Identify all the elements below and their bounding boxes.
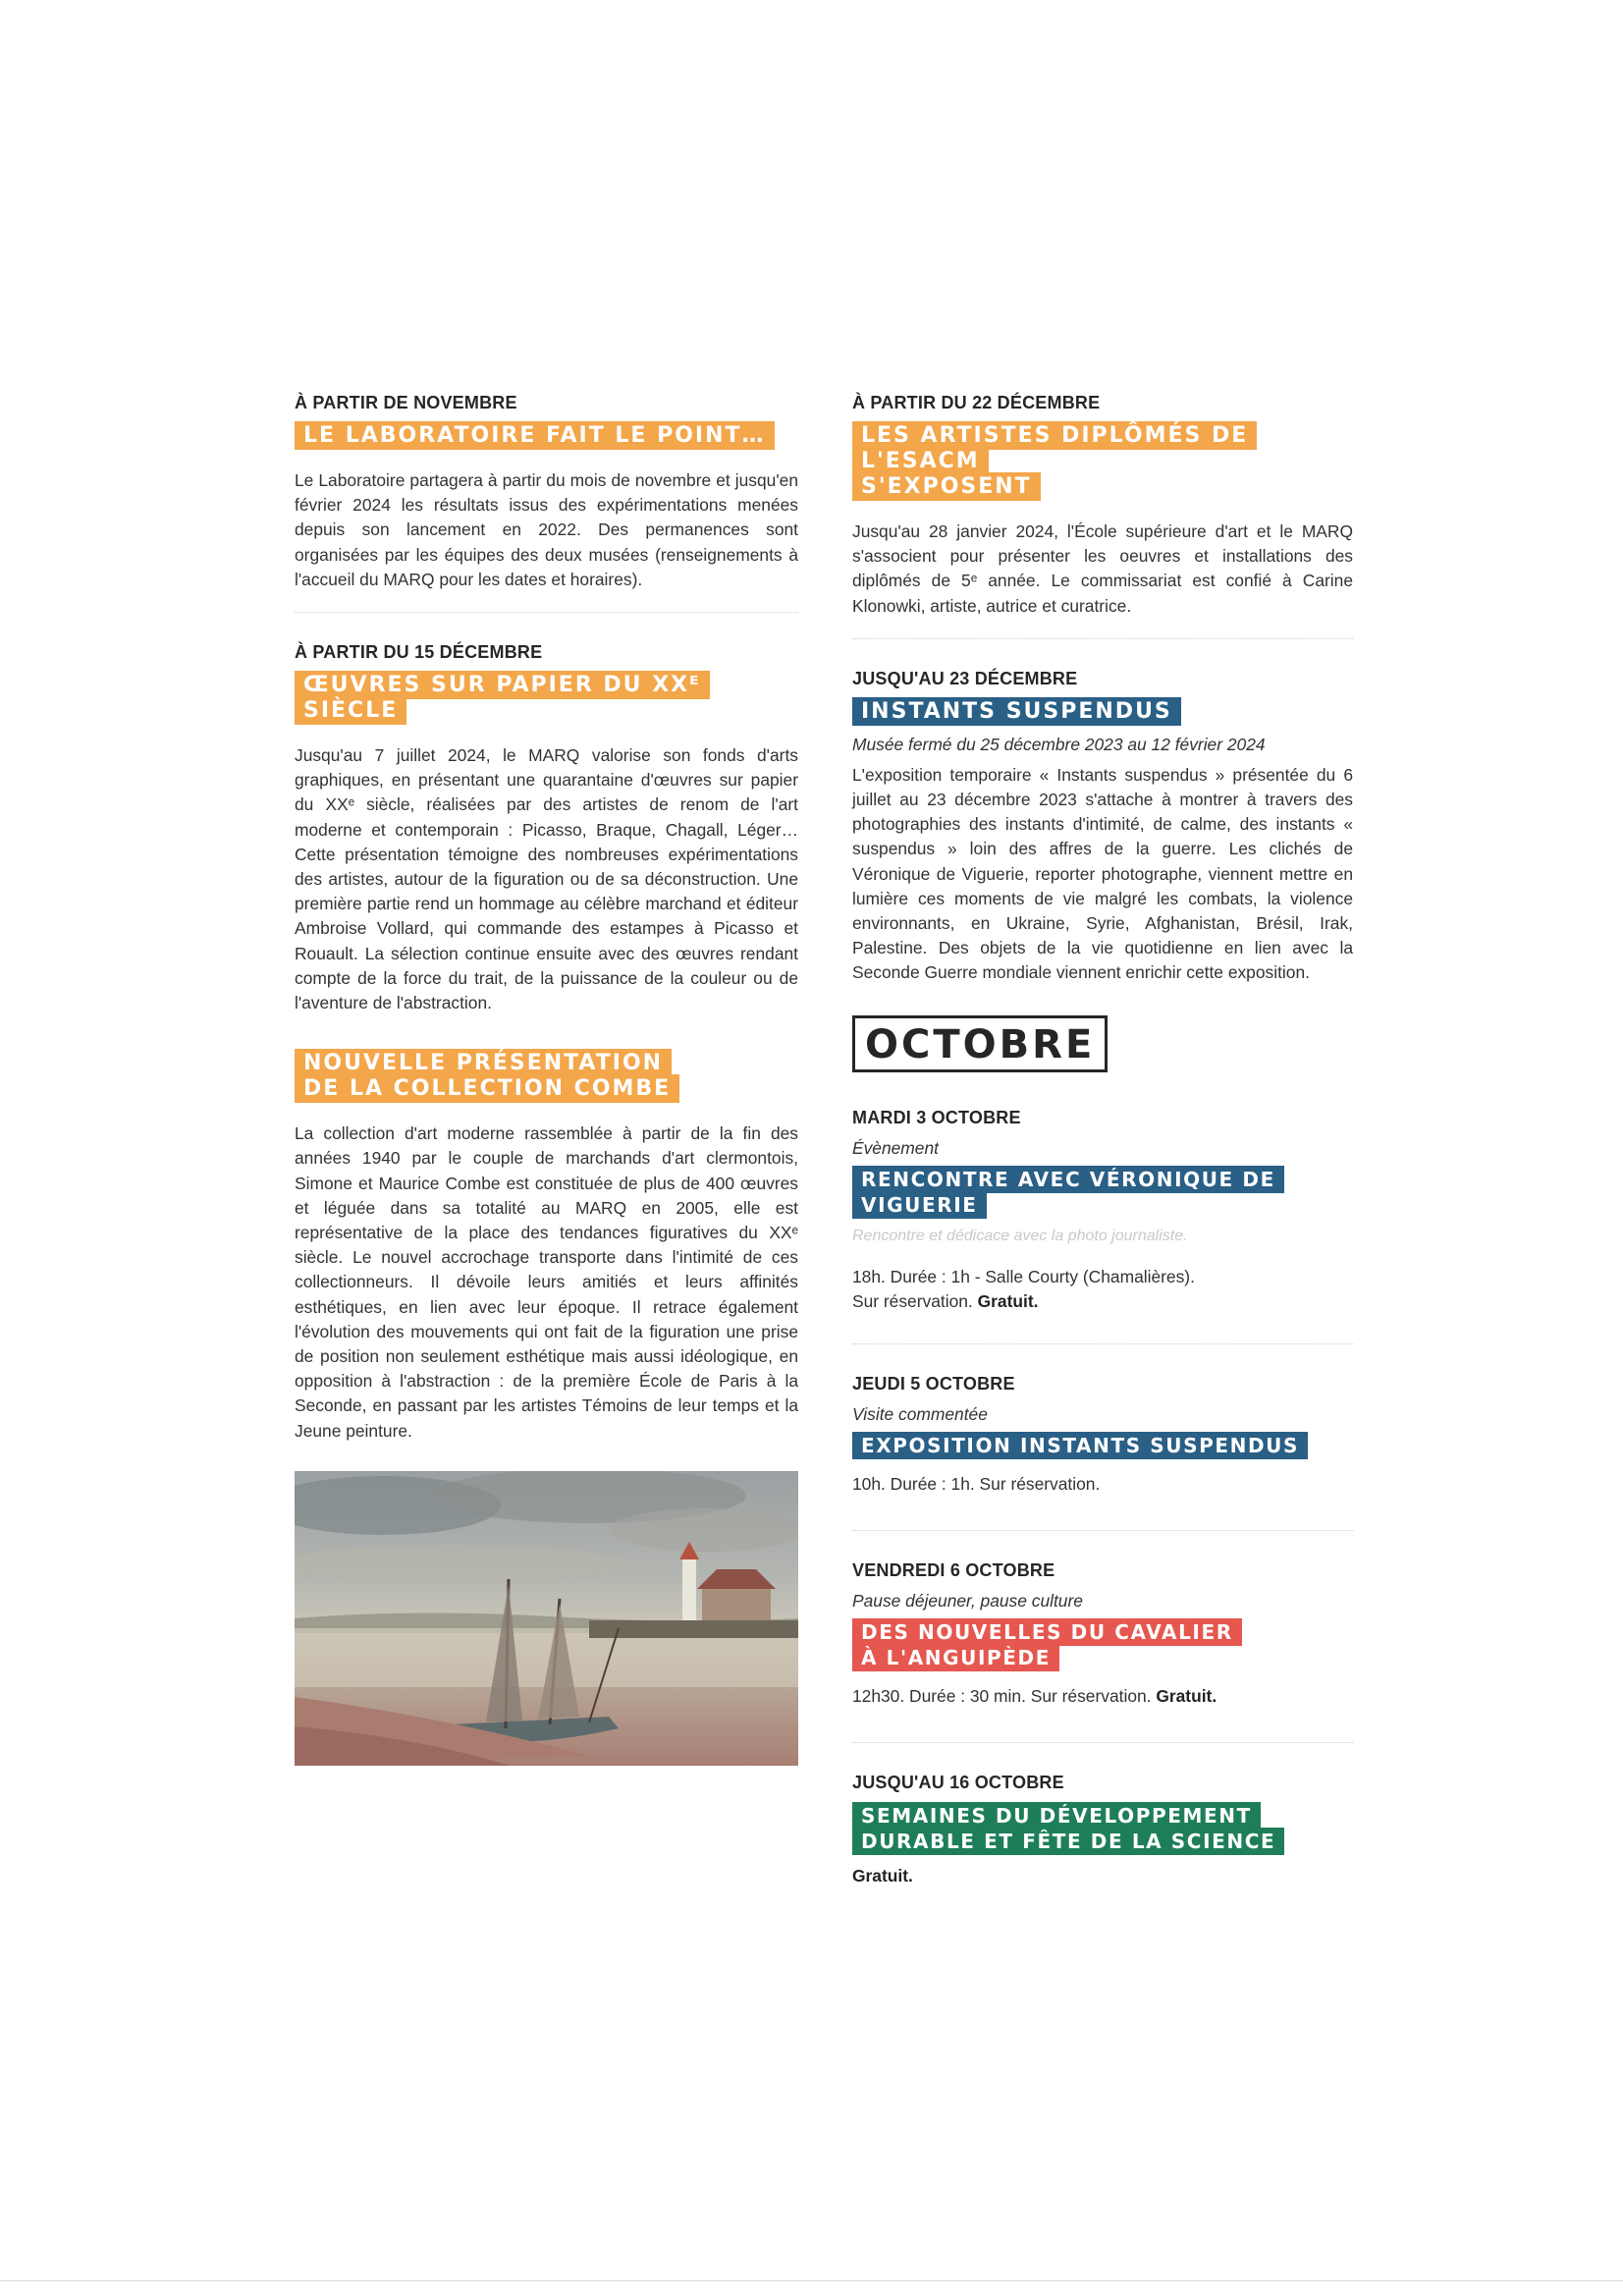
event-title-line: DES NOUVELLES DU CAVALIER	[861, 1619, 1233, 1644]
event-semaines	[852, 1773, 1353, 1888]
event-booking	[852, 1864, 1353, 1888]
event-time: 18h. Durée : 1h - Salle Courty (Chamalières).	[852, 1266, 1195, 1286]
divider	[852, 1343, 1353, 1344]
divider	[295, 612, 798, 613]
event-kind: Évènement	[852, 1137, 939, 1158]
event-date: À PARTIR DU 22 DÉCEMBRE	[852, 393, 1101, 412]
event-title-tag: ŒUVRES SUR PAPIER DU XXᴱ SIÈCLE	[295, 671, 710, 725]
event-title-line: DE LA COLLECTION COMBE	[303, 1076, 672, 1102]
event-pause	[852, 1560, 1353, 1709]
event-rencontre	[852, 1108, 1353, 1314]
free-label: Gratuit.	[1156, 1685, 1217, 1706]
event-time: 10h. Durée : 1h. Sur réservation.	[852, 1473, 1101, 1494]
divider	[852, 638, 1353, 639]
event-date: À PARTIR DU 15 DÉCEMBRE	[295, 642, 543, 663]
event-date: À PARTIR DE NOVEMBRE	[295, 393, 517, 412]
event-date: JUSQU'AU 23 DÉCEMBRE	[852, 668, 1078, 688]
month-heading: OCTOBRE	[852, 1015, 1108, 1072]
event-time: 12h30. Durée : 30 min. Sur réservation. Gratuit.	[852, 1685, 1217, 1706]
event-title-line: NOUVELLE PRÉSENTATION	[303, 1051, 664, 1076]
event-instants-suspendus	[852, 669, 1353, 986]
event-title-tag	[852, 1618, 1242, 1671]
event-description: Le Laboratoire partagera à partir du mois de novembre et jusqu'en février 2024 les résultats issus des expérimentations menées depuis son lancement en 2022. Des permanences sont organisées par les équipes des deux musées (renseignements à l'accueil du MARQ pour les dates et horaires).	[295, 470, 798, 589]
event-subtitle: Musée fermé du 25 décembre 2023 au 12 février 2024	[852, 734, 1266, 754]
event-booking: Sur réservation. Gratuit.	[852, 1290, 1039, 1311]
event-title-tag: RENCONTRE AVEC VÉRONIQUE DE VIGUERIE	[852, 1166, 1284, 1219]
event-title-line: DURABLE ET FÊTE DE LA SCIENCE	[861, 1829, 1276, 1853]
event-date: VENDREDI 6 OCTOBRE	[852, 1559, 1055, 1580]
painting-illustration	[295, 1471, 798, 1766]
event-title-tag	[852, 1802, 1284, 1855]
event-title-tag	[852, 421, 1257, 501]
event-oeuvres-papier	[295, 642, 798, 1015]
event-title-tag	[295, 1049, 679, 1103]
event-description: L'exposition temporaire « Instants suspendus » présentée du 6 juillet au 23 décembre 2023 s'attache à montrer à travers des photographies des instants d'intimité, de calme, des instants « suspendus » loin des affres de la guerre. Les clichés de Véronique de Viguerie, reporter photographe, viennent mettre en lumière ces moments de vie malgré les combats, la violence environnants, en Ukraine, Syrie, Afghanistan, Brésil, Irak, Palestine. Des objets de la vie quotidienne en lien avec la Seconde Guerre mondiale viennent enrichir cette exposition.	[852, 764, 1353, 983]
event-title-line: À L'ANGUIPÈDE	[861, 1645, 1052, 1669]
event-description: Jusqu'au 7 juillet 2024, le MARQ valorise son fonds d'arts graphiques, en présentant une quarantaine d'œuvres sur papier du XXᵉ siècle, réalisées par des artistes de renom de l'art moderne et contemporain : Picasso, Braque, Chagall, Léger… Cette présentation témoigne des nombreuses expérimentations des artistes, autour de la figuration ou de sa déconstruction. Une première partie rend un hommage au célèbre marchand et éditeur Ambroise Vollard, qui commande des estampes à Picasso et Rouault. La sélection continue ensuite avec des œuvres rendant compte de la force du trait, de la puissance de la couleur ou de l'aventure de l'abstraction.	[295, 745, 798, 1013]
event-title-tag: LE LABORATOIRE FAIT LE POINT…	[295, 421, 775, 450]
divider	[852, 1742, 1353, 1743]
event-collection-combe	[295, 1051, 798, 1444]
free-label: Gratuit.	[977, 1290, 1039, 1311]
event-description: La collection d'art moderne rassemblée à partir de la fin des années 1940 par le couple de marchands d'art clermontois, Simone et Maurice Combe est constituée de plus de 400 œuvres et léguée dans sa totalité au MARQ en 2005, elle est représentative de la place des tendances figuratives du XXᵉ siècle. Le nouvel accrochage transporte dans l'intimité de ces collectionneurs. Il dévoile leurs amitiés et leurs affinités esthétiques, en lien avec leur époque. Il retrace également l'évolution des mouvements qui ont fait de la figuration une prise de position non seulement esthétique mais aussi idéologique, en opposition à l'abstraction : de la première École de Paris à la Seconde, en passant par les artistes Témoins de leur temps et la Jeune peinture.	[295, 1123, 798, 1441]
event-title-line: LES ARTISTES DIPLÔMÉS DE L'ESACM	[861, 423, 1249, 473]
left-column	[295, 393, 798, 1766]
event-esacm	[852, 393, 1353, 619]
event-kind: Visite commentée	[852, 1403, 988, 1424]
event-kind: Pause déjeuner, pause culture	[852, 1590, 1083, 1611]
free-label: Gratuit.	[852, 1865, 913, 1886]
right-column	[852, 393, 1353, 1888]
divider	[852, 1530, 1353, 1531]
event-title-line: SEMAINES DU DÉVELOPPEMENT	[861, 1803, 1252, 1828]
event-laboratoire	[295, 393, 798, 592]
event-date: MARDI 3 OCTOBRE	[852, 1107, 1021, 1127]
harbor-painting-image	[295, 1471, 798, 1766]
event-faint-note: Rencontre et dédicace avec la photo journaliste.	[852, 1227, 1188, 1244]
event-title-line: S'EXPOSENT	[861, 474, 1032, 499]
event-date: JUSQU'AU 16 OCTOBRE	[852, 1772, 1064, 1792]
event-description: Jusqu'au 28 janvier 2024, l'École supérieure d'art et le MARQ s'associent pour présenter les oeuvres et installations des diplômés de 5ᵉ année. Le commissariat est confié à Carine Klonowki, artiste, autrice et curatrice.	[852, 521, 1353, 616]
event-visite	[852, 1374, 1353, 1497]
event-title-tag: EXPOSITION INSTANTS SUSPENDUS	[852, 1432, 1308, 1459]
event-date: JEUDI 5 OCTOBRE	[852, 1373, 1015, 1394]
page-bottom-rule	[0, 2280, 1623, 2281]
event-title-tag: INSTANTS SUSPENDUS	[852, 697, 1181, 726]
